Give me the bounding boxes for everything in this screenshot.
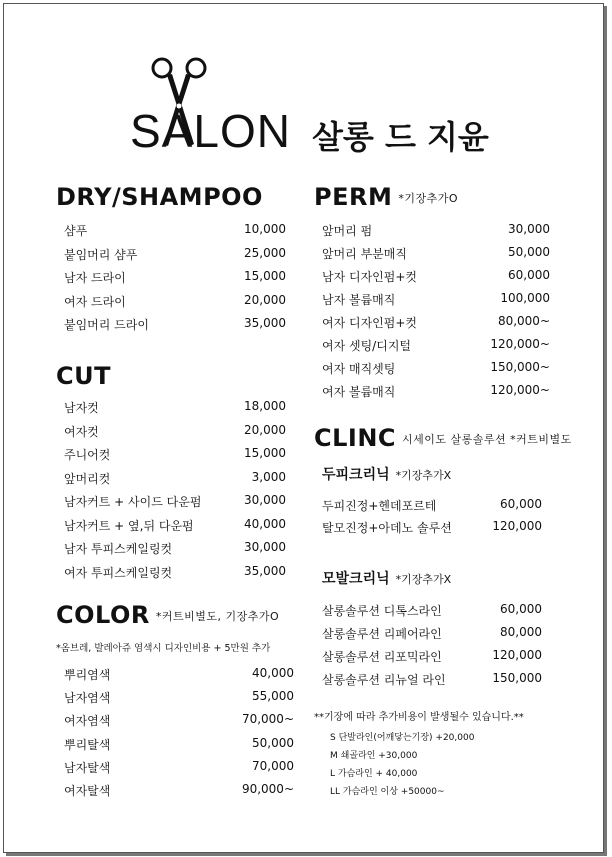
item-name: 여자 투피스케일링컷 bbox=[64, 565, 173, 580]
item-name: 여자 매직셋팅 bbox=[322, 362, 396, 376]
item-name: 살롱솔루션 리페어라인 bbox=[322, 627, 442, 641]
item-name: 붙임머리 드라이 bbox=[64, 318, 149, 332]
item-name: 여자컷 bbox=[64, 424, 99, 439]
item-name: 여자 셋팅/디지털 bbox=[322, 339, 412, 353]
item-name: 남자 볼륨매직 bbox=[322, 293, 396, 307]
cut-title: CUT bbox=[56, 362, 111, 390]
item-price: 30,000 bbox=[244, 493, 286, 507]
item-name: 앞머리 펌 bbox=[322, 224, 373, 238]
item-price: 15,000 bbox=[244, 269, 286, 283]
item-name: 살롱솔루션 리뉴얼 라인 bbox=[322, 673, 446, 687]
scalp-clinic-note: *기장추가X bbox=[395, 469, 452, 482]
item-price: 35,000 bbox=[244, 316, 286, 330]
item-price: 120,000~ bbox=[490, 383, 550, 397]
hair-clinic-title-text: 모발크리닉 bbox=[322, 571, 390, 587]
length-surcharge-item: L 가슴라인 + 40,000 bbox=[330, 769, 418, 779]
item-price: 35,000 bbox=[244, 563, 286, 578]
item-name: 남자커트 + 옆,뒤 다운펌 bbox=[64, 518, 194, 533]
item-name: 뿌리염색 bbox=[64, 668, 111, 682]
item-price: 50,000 bbox=[508, 245, 550, 259]
clinic-note: 시세이도 살롱솔루션 *커트비별도 bbox=[402, 433, 572, 446]
color-design-note: *옴브레, 발레아쥬 염색시 디자인비용 + 5만원 추가 bbox=[56, 643, 271, 654]
item-price: 20,000 bbox=[244, 422, 286, 437]
item-name: 샴푸 bbox=[64, 224, 88, 238]
dry-shampoo-title: DRY/SHAMPOO bbox=[56, 183, 263, 211]
item-price: 120,000 bbox=[492, 519, 542, 533]
perm-note: *기장추가O bbox=[398, 192, 459, 205]
item-price: 60,000 bbox=[508, 268, 550, 282]
item-name: 여자 디자인펌+컷 bbox=[322, 316, 418, 330]
item-price: 80,000~ bbox=[497, 314, 550, 328]
item-name: 앞머리 부분매직 bbox=[322, 247, 407, 261]
clinic-title-text: CLINC bbox=[314, 424, 397, 452]
item-price: 50,000 bbox=[252, 735, 294, 750]
clinic-title bbox=[314, 424, 572, 452]
item-price: 70,000 bbox=[252, 758, 294, 773]
hair-clinic-title bbox=[322, 568, 451, 588]
salon-logo bbox=[130, 56, 510, 160]
item-price: 18,000 bbox=[244, 399, 286, 413]
logo-korean-name: 살롱 드 지윤 bbox=[312, 118, 489, 156]
color-title bbox=[56, 601, 279, 629]
logo-word: SALON bbox=[130, 105, 291, 157]
item-price: 40,000 bbox=[252, 666, 294, 680]
color-title-text: COLOR bbox=[56, 601, 150, 629]
length-surcharge-note: **기장에 따라 추가비용이 발생될수 있습니다.** bbox=[314, 712, 524, 723]
item-price: 60,000 bbox=[500, 602, 542, 616]
item-price: 90,000~ bbox=[241, 782, 294, 796]
item-price: 3,000 bbox=[251, 469, 286, 484]
item-name: 남자 드라이 bbox=[64, 271, 126, 285]
item-price: 120,000 bbox=[492, 648, 542, 662]
item-name: 남자염색 bbox=[64, 691, 111, 706]
length-surcharge-item: LL 가슴라인 이상 +50000~ bbox=[330, 787, 445, 797]
perm-title bbox=[314, 183, 458, 211]
item-price: 120,000~ bbox=[490, 337, 550, 351]
item-price: 60,000 bbox=[500, 497, 542, 511]
item-name: 남자탈색 bbox=[64, 760, 111, 775]
color-note: *커트비별도, 기장추가O bbox=[155, 610, 280, 623]
item-price: 40,000 bbox=[244, 516, 286, 531]
item-name: 여자 드라이 bbox=[64, 294, 126, 309]
item-price: 150,000~ bbox=[490, 360, 550, 374]
item-price: 20,000 bbox=[244, 292, 286, 307]
item-price: 80,000 bbox=[500, 625, 542, 639]
length-surcharge-item: M 쇄골라인 +30,000 bbox=[330, 751, 418, 761]
item-name: 남자 디자인펌+컷 bbox=[322, 270, 418, 284]
item-name: 여자염색 bbox=[64, 714, 111, 729]
item-name: 앞머리컷 bbox=[64, 471, 111, 486]
scalp-clinic-title-text: 두피크리닉 bbox=[322, 467, 390, 483]
item-price: 25,000 bbox=[244, 245, 286, 260]
item-price: 150,000 bbox=[492, 671, 542, 685]
item-name: 남자컷 bbox=[64, 401, 99, 415]
item-name: 여자탈색 bbox=[64, 784, 111, 798]
item-name: 남자 투피스케일링컷 bbox=[64, 542, 173, 556]
item-name: 살롱솔루션 디톡스라인 bbox=[322, 604, 442, 618]
item-name: 주니어컷 bbox=[64, 448, 111, 462]
item-name: 뿌리탈색 bbox=[64, 737, 111, 752]
item-name: 두피진정+헨데포르테 bbox=[322, 499, 437, 513]
item-name: 탈모진정+아데노 솔루션 bbox=[322, 521, 452, 535]
length-surcharge-item: S 단발라인(어깨닿는기장) +20,000 bbox=[330, 733, 475, 743]
item-price: 15,000 bbox=[244, 446, 286, 460]
item-name: 살롱솔루션 리포믹라인 bbox=[322, 650, 442, 664]
perm-title-text: PERM bbox=[314, 183, 393, 211]
item-price: 100,000 bbox=[500, 291, 550, 305]
item-name: 남자커트 + 사이드 다운펌 bbox=[64, 495, 202, 509]
scalp-clinic-title bbox=[322, 464, 451, 484]
item-price: 30,000 bbox=[508, 222, 550, 236]
item-name: 붙임머리 샴푸 bbox=[64, 247, 138, 262]
item-price: 55,000 bbox=[252, 689, 294, 704]
item-name: 여자 볼륨매직 bbox=[322, 385, 396, 399]
item-price: 30,000 bbox=[244, 540, 286, 554]
hair-clinic-note: *기장추가X bbox=[395, 573, 452, 586]
item-price: 70,000~ bbox=[241, 712, 294, 727]
item-price: 10,000 bbox=[244, 222, 286, 236]
